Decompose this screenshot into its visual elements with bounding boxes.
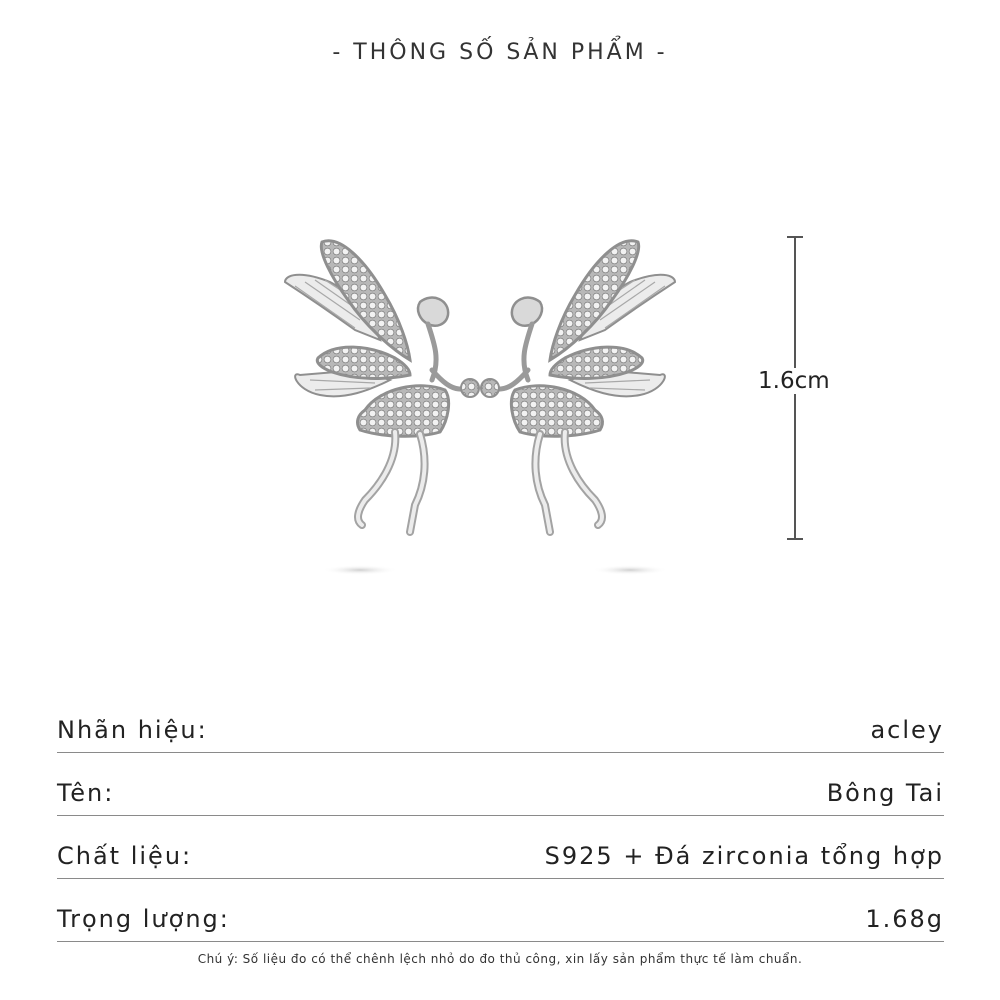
spec-value: acley	[870, 716, 944, 744]
dimension-label: 1.6cm	[758, 368, 838, 394]
spec-label: Chất liệu:	[57, 842, 193, 870]
page-title: - THÔNG SỐ SẢN PHẨM -	[332, 40, 668, 65]
spec-table	[57, 690, 944, 942]
spec-value: S925 + Đá zirconia tổng hợp	[544, 842, 944, 870]
spec-label: Nhãn hiệu:	[57, 716, 208, 744]
spec-row-name	[57, 753, 944, 816]
spec-label: Trọng lượng:	[57, 905, 230, 933]
product-image-fairy-earrings	[260, 220, 700, 590]
spec-row-material	[57, 816, 944, 879]
footer-note: Chú ý: Số liệu đo có thể chênh lệch nhỏ do đo thủ công, xin lấy sản phẩm thực tế làm chuẩn.	[197, 952, 803, 966]
spec-row-weight	[57, 879, 944, 942]
spec-label: Tên:	[57, 779, 115, 807]
spec-row-brand	[57, 690, 944, 753]
spec-value: Bông Tai	[826, 779, 944, 807]
spec-value: 1.68g	[865, 905, 944, 933]
earring-right	[481, 241, 675, 532]
earring-left	[285, 241, 479, 532]
